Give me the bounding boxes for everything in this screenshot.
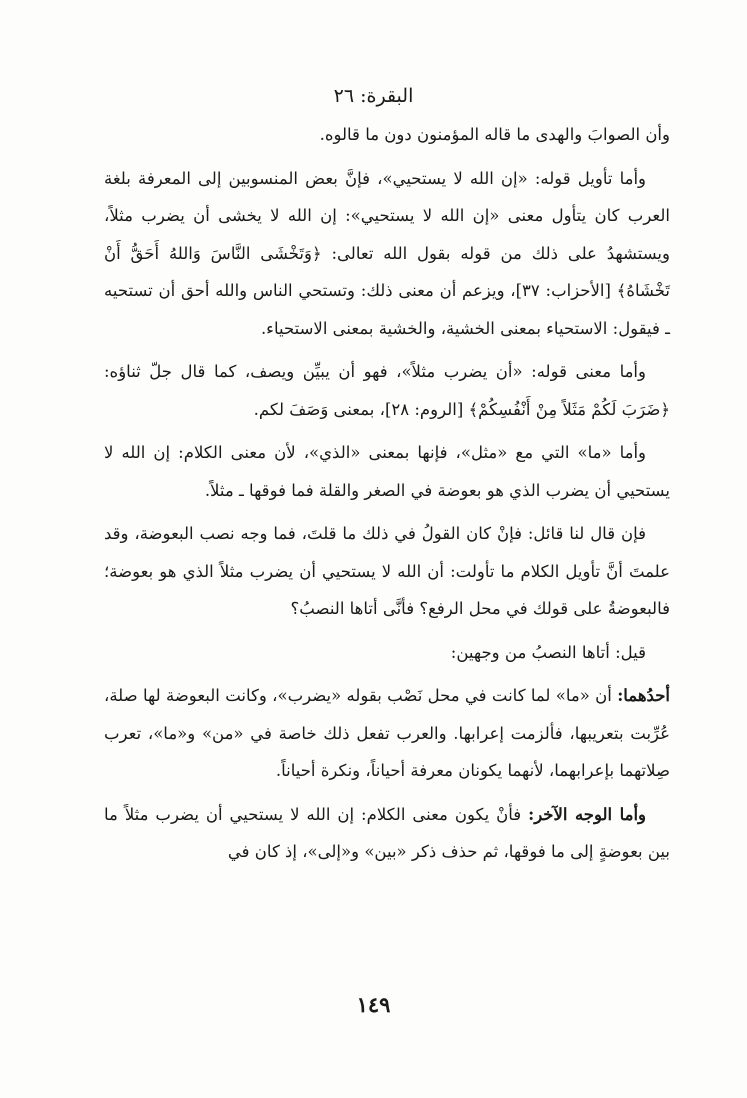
body-text xyxy=(104,116,670,877)
paragraph-2: وأما تأويل قوله: «إن الله لا يستحيي»، فإنَّ بعض المنسوبين إلى المعرفة بلغة العرب كان يتأول معنى «إن الله لا يستحيي»: إن الله لا يخشى أن يضرب مثلاً، ويستشهدُ على ذلك من قوله بقول الله تعالى: ﴿وَتَخْشَى النَّاسَ وَاللهُ أَحَقُّ أَنْ تَخْشَاهُ﴾ [الأحزاب: ٣٧]، ويزعم أن معنى ذلك: وتستحي الناس والله أحق أن تستحيه ـ فيقول: الاستحياء بمعنى الخشية، والخشية بمعنى الاستحياء. xyxy=(104,168,670,338)
paragraph-8-lead: وأما الوجه الآخر: xyxy=(528,804,646,824)
paragraph-7-body: أن «ما» لما كانت في محل نَصْب بقوله «يضرب»، وكانت البعوضة لها صلة، عُرِّبت بتعريبها، فألزمت إعرابها. والعرب تفعل ذلك خاصة في «من» و«ما»، تعرب صِلاتهما بإعرابهما، لأنهما يكونان معرفة أحياناً، ونكرة أحياناً. xyxy=(104,686,670,780)
paragraph-8-body: فأنْ يكون معنى الكلام: إن الله لا يستحيي أن يضرب مثلاً ما بين بعوضةٍ إلى ما فوقها، ثم حذف ذكر «بين» و«إلى»، إذ كان في xyxy=(104,804,670,861)
paragraph-7 xyxy=(104,677,670,790)
paragraph-4: وأما «ما» التي مع «مثل»، فإنها بمعنى «الذي»، لأن معنى الكلام: إن الله لا يستحيي أن يضرب الذي هو بعوضة في الصغر والقلة فما فوقها ـ مثلاً. xyxy=(104,443,670,500)
paragraph-8 xyxy=(104,796,670,871)
paragraph-7-lead: أحدُهما: xyxy=(617,686,670,705)
paragraph-3: وأما معنى قوله: «أن يضرب مثلاً»، فهو أن يبيِّن ويصف، كما قال جلّ ثناؤه: ﴿ضَرَبَ لَكُمْ مَثَلاً مِنْ أَنْفُسِكُمْ﴾ [الروم: ٢٨]، بمعنى وَصَفَ لكم. xyxy=(104,362,670,419)
paragraph-1: وأن الصوابَ والهدى ما قاله المؤمنون دون ما قالوه. xyxy=(319,125,670,144)
running-header: البقرة: ٢٦ xyxy=(333,85,414,107)
paragraph-5: فإن قال لنا قائل: فإنْ كان القولُ في ذلك ما قلتَ، فما وجه نصب البعوضة، وقد علمتَ أنَّ تأويل الكلام ما تأولت: أن الله لا يستحيي أن يضرب مثلاً الذي هو بعوضة؛ فالبعوضةُ على قولك في محل الرفع؟ فأنَّى أتاها النصبُ؟ xyxy=(104,524,670,618)
page-number: ١٤٩ xyxy=(356,992,391,1017)
paragraph-6: قيل: أتاها النصبُ من وجهين: xyxy=(450,642,646,662)
